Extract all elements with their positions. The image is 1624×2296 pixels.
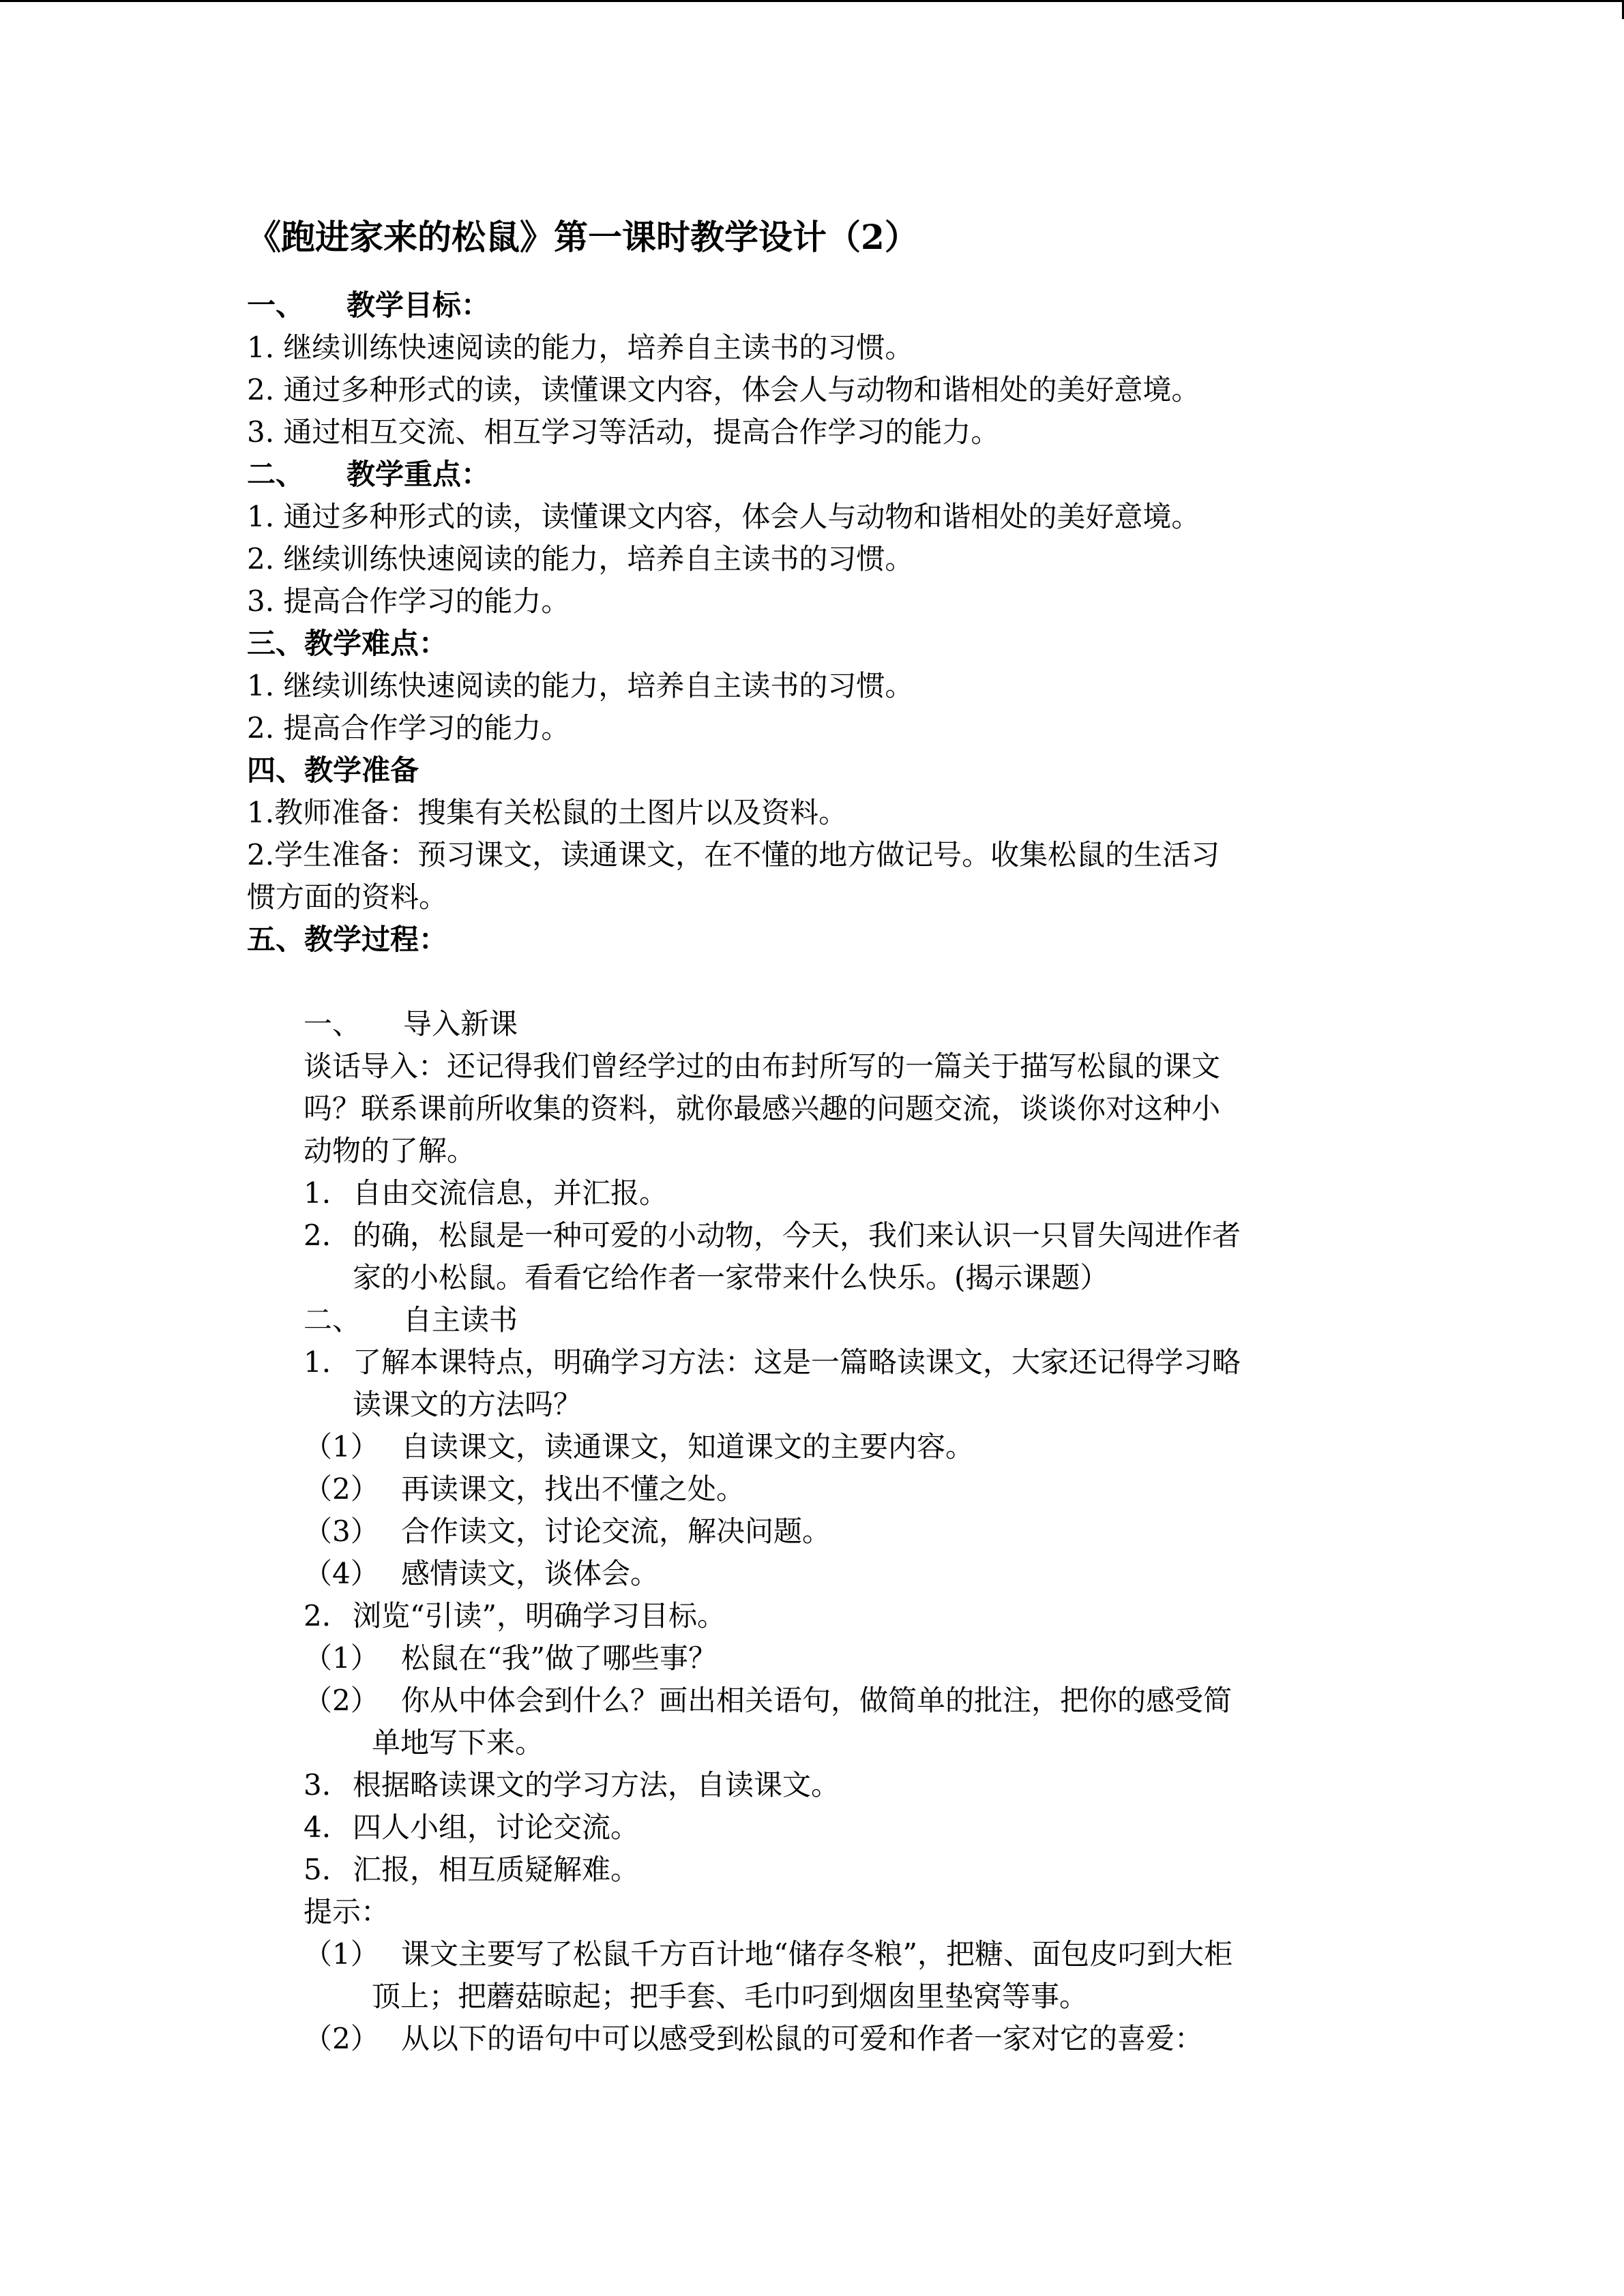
keypoint-item: 2. 继续训练快速阅读的能力，培养自主读书的习惯。 <box>247 542 914 576</box>
section-number: 一、 <box>247 288 305 322</box>
prep-item-continued: 惯方面的资料。 <box>247 880 448 914</box>
sub-item <box>304 1469 745 1510</box>
hint-item <box>304 1934 1232 1975</box>
top-border-line <box>0 0 1624 2</box>
item-text-continued: 家的小松鼠。看看它给作者一家带来什么快乐。(揭示课题） <box>353 1261 1109 1294</box>
sub-item-number: （3） <box>304 1515 379 1548</box>
part-label: 导入新课 <box>403 1007 518 1041</box>
hint-number: （2） <box>304 2022 379 2055</box>
sub-item-text: 合作读文，讨论交流，解决问题。 <box>401 1515 831 1548</box>
item-number: 2. <box>304 1599 331 1632</box>
sub-item-text: 你从中体会到什么？画出相关语句，做简单的批注，把你的感受简 <box>401 1684 1232 1717</box>
sub-item-text: 再读课文，找出不懂之处。 <box>401 1472 745 1506</box>
intro-text-line: 谈话导入：还记得我们曾经学过的由布封所写的一篇关于描写松鼠的课文 <box>304 1049 1221 1083</box>
numbered-item <box>304 1173 668 1214</box>
goal-item: 2. 通过多种形式的读，读懂课文内容，体会人与动物和谐相处的美好意境。 <box>247 373 1200 406</box>
goal-item: 3. 通过相互交流、相互学习等活动，提高合作学习的能力。 <box>247 415 1000 449</box>
item-text: 汇报，相互质疑解难。 <box>353 1853 640 1886</box>
item-number: 5. <box>304 1853 331 1886</box>
prep-item: 1.教师准备：搜集有关松鼠的土图片以及资料。 <box>247 796 848 829</box>
sub-item <box>304 1427 975 1467</box>
part-number: 二、 <box>304 1303 361 1337</box>
sub-item-number: （2） <box>304 1472 379 1506</box>
item-text-continued: 读课文的方法吗？ <box>353 1388 582 1421</box>
hint-label: 提示： <box>304 1895 390 1928</box>
numbered-item <box>304 1596 726 1637</box>
intro-text-line: 吗？联系课前所收集的资料，就你最感兴趣的问题交流，谈谈你对这种小 <box>304 1092 1221 1125</box>
section-heading-goals <box>247 285 490 326</box>
item-number: 2. <box>304 1219 331 1252</box>
sub-item-text: 松鼠在“我”做了哪些事？ <box>401 1641 717 1675</box>
part-number: 一、 <box>304 1007 361 1041</box>
goal-item: 1. 继续训练快速阅读的能力，培养自主读书的习惯。 <box>247 331 914 364</box>
item-text: 四人小组，讨论交流。 <box>353 1810 640 1844</box>
sub-item-text-continued: 单地写下来。 <box>372 1726 544 1759</box>
difficulty-item: 2. 提高合作学习的能力。 <box>247 711 570 745</box>
part-heading-intro <box>304 1004 518 1045</box>
hint-item <box>304 2018 1204 2059</box>
section-heading-process: 五、教学过程： <box>247 923 448 956</box>
numbered-item <box>304 1807 640 1848</box>
section-number: 二、 <box>247 458 305 491</box>
numbered-item <box>304 1765 840 1806</box>
sub-item-text: 感情读文，谈体会。 <box>401 1557 660 1590</box>
item-text: 的确，松鼠是一种可爱的小动物，今天，我们来认识一只冒失闯进作者 <box>353 1219 1241 1252</box>
hint-text: 从以下的语句中可以感受到松鼠的可爱和作者一家对它的喜爱： <box>401 2022 1204 2055</box>
sub-item <box>304 1511 831 1552</box>
part-label: 自主读书 <box>403 1303 518 1337</box>
sub-item <box>304 1553 660 1594</box>
item-number: 3. <box>304 1768 331 1802</box>
item-number: 1. <box>304 1176 331 1210</box>
numbered-item <box>304 1849 640 1890</box>
difficulty-item: 1. 继续训练快速阅读的能力，培养自主读书的习惯。 <box>247 669 914 702</box>
hint-text-continued: 顶上；把蘑菇晾起；把手套、毛巾叼到烟囱里垫窝等事。 <box>372 1980 1089 2013</box>
item-number: 4. <box>304 1810 331 1844</box>
item-number: 1. <box>304 1345 331 1379</box>
item-text: 浏览“引读”，明确学习目标。 <box>353 1599 726 1632</box>
intro-text-line: 动物的了解。 <box>304 1134 476 1167</box>
sub-item <box>304 1638 717 1679</box>
hint-text: 课文主要写了松鼠千方百计地“储存冬粮”，把糖、面包皮叼到大柜 <box>401 1937 1232 1971</box>
sub-item-text: 自读课文，读通课文，知道课文的主要内容。 <box>401 1430 975 1463</box>
section-label: 教学目标： <box>346 288 490 322</box>
sub-item <box>304 1680 1232 1721</box>
item-text: 了解本课特点，明确学习方法：这是一篇略读课文，大家还记得学习略 <box>353 1345 1241 1379</box>
sub-item-number: （1） <box>304 1430 379 1463</box>
sub-item-number: （2） <box>304 1684 379 1717</box>
section-heading-difficulties: 三、教学难点： <box>247 627 448 660</box>
hint-number: （1） <box>304 1937 379 1971</box>
keypoint-item: 1. 通过多种形式的读，读懂课文内容，体会人与动物和谐相处的美好意境。 <box>247 500 1200 533</box>
section-label: 教学重点： <box>346 458 490 491</box>
sub-item-number: （1） <box>304 1641 379 1675</box>
item-text: 根据略读课文的学习方法，自读课文。 <box>353 1768 840 1802</box>
section-heading-keypoints <box>247 454 490 495</box>
prep-item: 2.学生准备：预习课文，读通课文，在不懂的地方做记号。收集松鼠的生活习 <box>247 838 1220 871</box>
numbered-item <box>304 1342 1241 1383</box>
document-title: 《跑进家来的松鼠》第一课时教学设计（2） <box>247 217 919 257</box>
numbered-item <box>304 1215 1241 1256</box>
part-heading-selfreading <box>304 1300 518 1341</box>
sub-item-number: （4） <box>304 1557 379 1590</box>
item-text: 自由交流信息，并汇报。 <box>353 1176 668 1210</box>
keypoint-item: 3. 提高合作学习的能力。 <box>247 584 570 618</box>
section-heading-preparation: 四、教学准备 <box>247 754 419 787</box>
